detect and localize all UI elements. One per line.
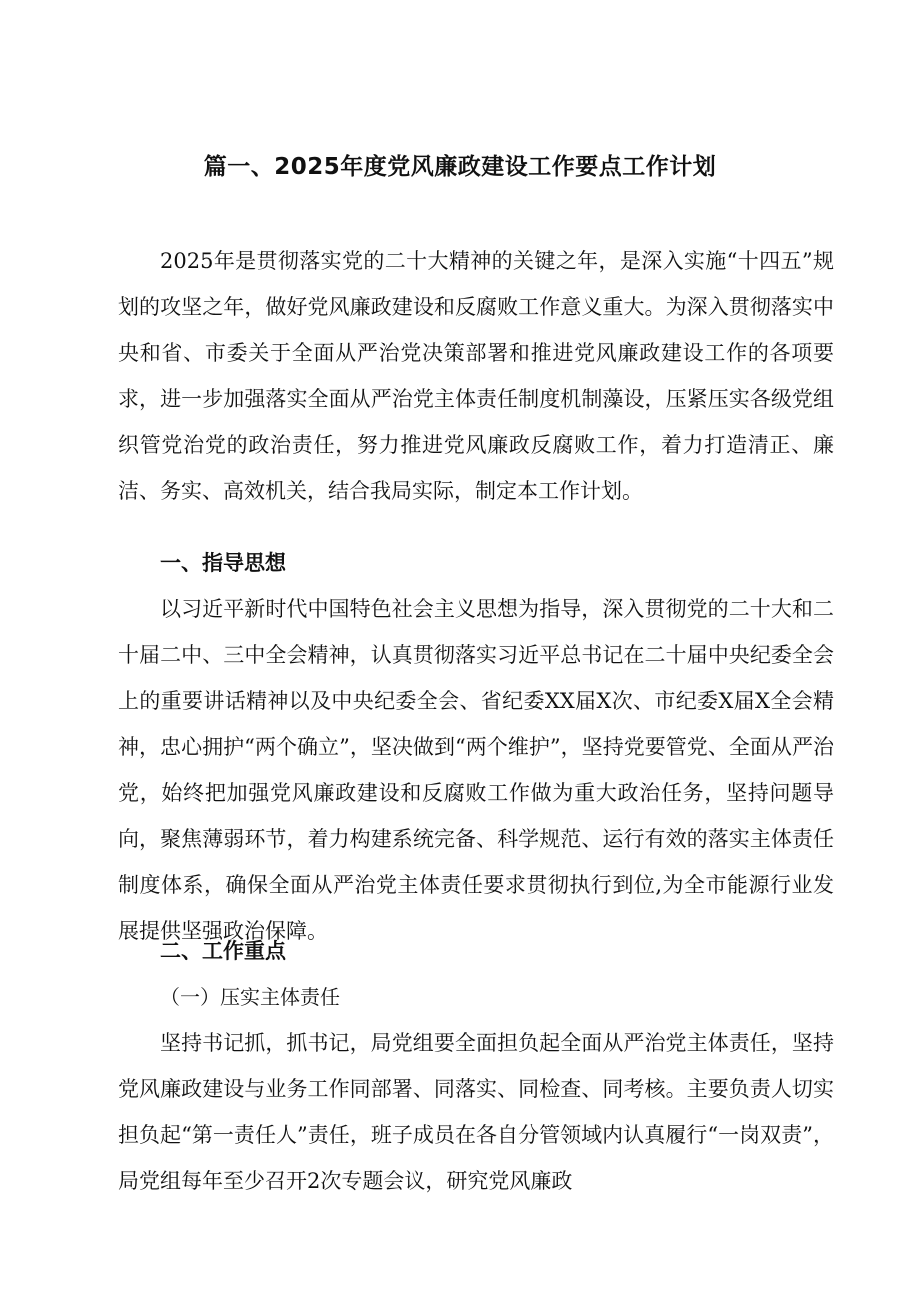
intro-paragraph: 2025年是贯彻落实党的二十大精神的关键之年，是深入实施“十四五”规划的攻坚之年，做好党风廉政建设和反腐败工作意义重大。为深入贯彻落实中央和省、市委关于全面从严治党决策部署和推进党风廉政建设工作的各项要求，进一步加强落实全面从严治党主体责任制度机制藻设，压紧压实各级党组织管党治党的政治责任，努力推进党风廉政反腐败工作，着力打造清正、廉洁、务实、高效机关，结合我局实际，制定本工作计划。 xyxy=(118,249,834,503)
main-responsibility-paragraph: 坚持书记抓，抓书记，局党组要全面担负起全面从严治党主体责任，坚持党风廉政建设与业务工作同部署、同落实、同检查、同考核。主要负责人切实担负起“第一责任人”责任，班子成员在各自分管领域内认真履行“一岗双责”，局党组每年至少召开2次专题会议，研究党风廉政 xyxy=(118,1031,834,1193)
guiding-ideology-paragraph: 以习近平新时代中国特色社会主义思想为指导，深入贯彻党的二十大和二十届二中、三中全会精神，认真贯彻落实习近平总书记在二十届中央纪委全会上的重要讲话精神以及中央纪委全会、省纪委XX届X次、市纪委X届X全会精神，忠心拥护“两个确立”，坚决做到“两个维护”，坚持党要管党、全面从严治党，始终把加强党风廉政建设和反腐败工作做为重大政治任务，坚持问题导向，聚焦薄弱环节，着力构建系统完备、科学规范、运行有效的落实主体责任制度体系，确保全面从严治党主体责任要求贯彻执行到位,为全市能源行业发展提供坚强政治保障。 xyxy=(118,597,834,943)
section-heading-work-focus: 二、工作重点 xyxy=(160,939,286,963)
subsection-heading-main-responsibility: （一）压实主体责任 xyxy=(160,985,340,1009)
section-heading-guiding-ideology: 一、指导思想 xyxy=(160,551,286,575)
document-title: 篇一、2025年度党风廉政建设工作要点工作计划 xyxy=(203,154,717,180)
